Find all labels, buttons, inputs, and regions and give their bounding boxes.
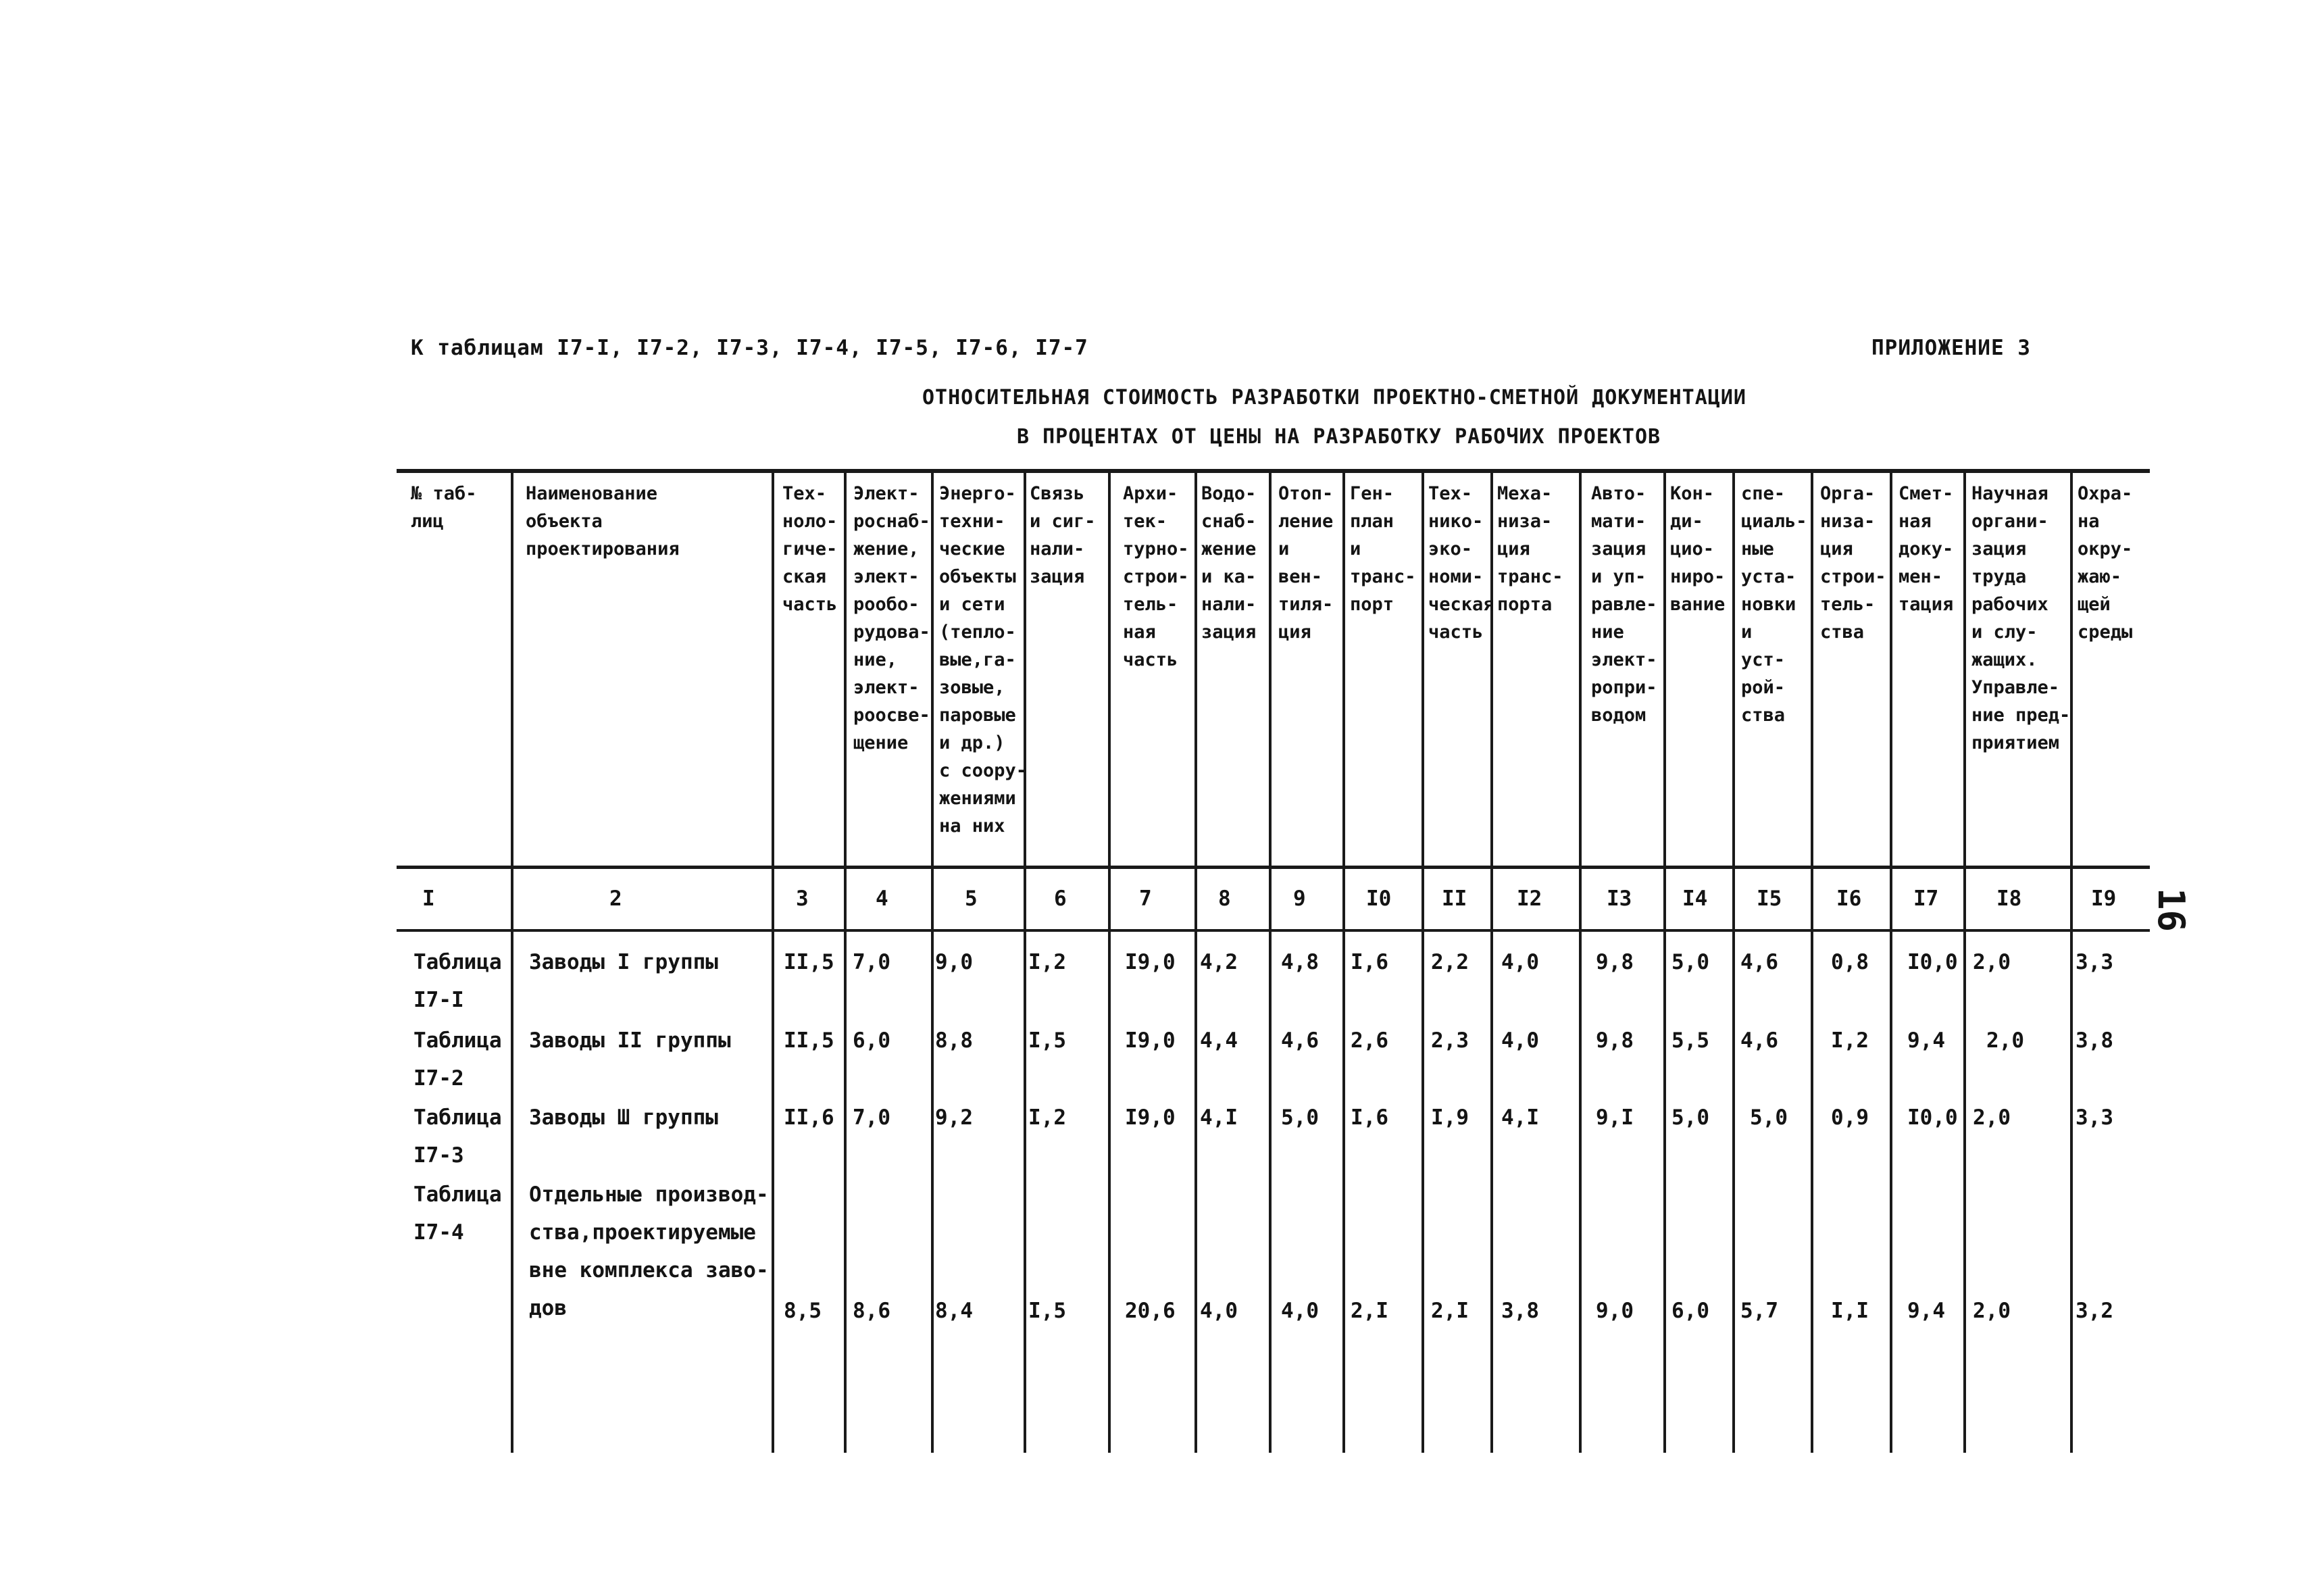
value-cell: II,6 (784, 1105, 834, 1130)
value-cell: 4,I (1501, 1105, 1539, 1130)
value-cell: 3,8 (2076, 1028, 2113, 1053)
object-name-cell: Заводы II группы (529, 1028, 731, 1053)
value-cell: 8,6 (853, 1299, 890, 1323)
column-number: 4 (876, 887, 888, 911)
column-number: 7 (1139, 887, 1152, 911)
value-cell: 7,0 (853, 950, 890, 974)
value-cell: I,2 (1028, 1105, 1066, 1130)
column-number: I0 (1366, 887, 1392, 911)
value-cell: 8,5 (784, 1299, 822, 1323)
value-cell: 5,0 (1671, 950, 1709, 974)
value-cell: 7,0 (853, 1105, 890, 1130)
table-references: К таблицам I7-I, I7-2, I7-3, I7-4, I7-5, I7-6, I7-7 (411, 336, 1088, 360)
value-cell: 9,4 (1907, 1299, 1945, 1323)
value-cell: 3,8 (1501, 1299, 1539, 1323)
column-header: Меха- низа- ция транс- порта (1497, 483, 1563, 615)
value-cell: 6,0 (1671, 1299, 1709, 1323)
column-header: № таб- лиц (411, 483, 477, 532)
column-header: Элект- роснаб- жение, элект- рообо- рудова- ние, элект- роосве- щение (853, 483, 930, 753)
value-cell: 5,0 (1671, 1105, 1709, 1130)
column-number: 8 (1218, 887, 1231, 911)
value-cell: 5,7 (1740, 1299, 1778, 1323)
column-header: Энерго- техни- ческие объекты и сети (тепло- вые,га- зовые, паровые и др.) с соору- жениями на них (939, 483, 1028, 837)
value-cell: 9,0 (1596, 1299, 1634, 1323)
column-divider (1890, 473, 1892, 1453)
column-number: 2 (609, 887, 622, 911)
column-header: Кон- ди- цио- ниро- вание (1670, 483, 1726, 615)
column-divider (1422, 473, 1424, 1453)
document-title-line-1: ОТНОСИТЕЛЬНАЯ СТОИМОСТЬ РАЗРАБОТКИ ПРОЕКТНО-СМЕТНОЙ ДОКУМЕНТАЦИИ (922, 386, 1746, 409)
column-number: I8 (1996, 887, 2022, 911)
value-cell: 2,0 (1973, 1105, 2011, 1130)
column-number: I (422, 887, 435, 911)
value-cell: 4,6 (1281, 1028, 1319, 1053)
column-header: Смет- ная доку- мен- тация (1898, 483, 1954, 615)
column-header: Отоп- ление и вен- тиля- ция (1278, 483, 1334, 643)
document-title-line-2: В ПРОЦЕНТАХ ОТ ЦЕНЫ НА РАЗРАБОТКУ РАБОЧИХ ПРОЕКТОВ (1017, 425, 1661, 449)
table-number-cell: Таблица I7-2 (413, 1028, 502, 1091)
value-cell: I9,0 (1125, 1028, 1176, 1053)
column-number: I9 (2091, 887, 2117, 911)
value-cell: 0,8 (1831, 950, 1869, 974)
column-number: 5 (965, 887, 978, 911)
table-number-cell: Таблица I7-I (413, 950, 502, 1012)
value-cell: 4,I (1200, 1105, 1238, 1130)
value-cell: I,6 (1351, 1105, 1388, 1130)
value-cell: 8,4 (935, 1299, 973, 1323)
column-header: Охра- на окру- жаю- щей среды (2078, 483, 2133, 643)
header-bottom-rule (397, 866, 2150, 869)
column-number: 6 (1054, 887, 1067, 911)
table-number-cell: Таблица I7-4 (413, 1182, 502, 1245)
value-cell: 4,0 (1501, 1028, 1539, 1053)
column-divider (772, 473, 774, 1453)
object-name-cell: Заводы I группы (529, 950, 718, 974)
value-cell: 4,4 (1200, 1028, 1238, 1053)
value-cell: 4,0 (1501, 950, 1539, 974)
column-header: Ген- план и транс- порт (1350, 483, 1416, 615)
column-divider (1963, 473, 1966, 1453)
value-cell: 5,0 (1281, 1105, 1319, 1130)
column-divider (1342, 473, 1345, 1453)
value-cell: II,5 (784, 950, 834, 974)
value-cell: 2,6 (1351, 1028, 1388, 1053)
value-cell: 2,I (1431, 1299, 1469, 1323)
column-header: Авто- мати- зация и уп- равле- ние элект- ропри- водом (1591, 483, 1657, 726)
value-cell: 9,4 (1907, 1028, 1945, 1053)
object-name-cell: Заводы Ш группы (529, 1105, 718, 1130)
value-cell: 9,8 (1596, 1028, 1634, 1053)
value-cell: 5,0 (1750, 1105, 1788, 1130)
table-top-rule (397, 469, 2150, 473)
value-cell: I,5 (1028, 1028, 1066, 1053)
column-header: Тех- ноло- гиче- ская часть (782, 483, 838, 615)
value-cell: I9,0 (1125, 1105, 1176, 1130)
column-divider (511, 473, 513, 1453)
column-number: 3 (796, 887, 809, 911)
page-number: 16 (2150, 887, 2193, 932)
value-cell: I9,0 (1125, 950, 1176, 974)
value-cell: 9,8 (1596, 950, 1634, 974)
value-cell: 4,6 (1740, 1028, 1778, 1053)
column-divider (1663, 473, 1666, 1453)
column-header: Архи- тек- турно- строи- тель- ная часть (1123, 483, 1189, 670)
value-cell: 2,I (1351, 1299, 1388, 1323)
value-cell: 9,0 (935, 950, 973, 974)
column-number-rule (397, 929, 2150, 932)
value-cell: 4,2 (1200, 950, 1238, 974)
value-cell: I,9 (1431, 1105, 1469, 1130)
column-divider (1108, 473, 1111, 1453)
value-cell: 2,3 (1431, 1028, 1469, 1053)
column-header: Научная органи- зация труда рабочих и слу- жащих. Управле- ние пред- приятием (1971, 483, 2071, 753)
value-cell: 9,2 (935, 1105, 973, 1130)
value-cell: 5,5 (1671, 1028, 1709, 1053)
column-divider (931, 473, 934, 1453)
value-cell: 6,0 (853, 1028, 890, 1053)
value-cell: 2,0 (1973, 950, 2011, 974)
value-cell: I0,0 (1907, 950, 1958, 974)
value-cell: I,2 (1831, 1028, 1869, 1053)
value-cell: I,5 (1028, 1299, 1066, 1323)
value-cell: 4,6 (1740, 950, 1778, 974)
value-cell: I,6 (1351, 950, 1388, 974)
column-header: Тех- нико- эко- номи- ческая часть (1428, 483, 1494, 643)
table-number-cell: Таблица I7-3 (413, 1105, 502, 1168)
column-divider (1811, 473, 1813, 1453)
column-divider (1732, 473, 1735, 1453)
column-header: Наименование объекта проектирования (526, 483, 680, 559)
value-cell: 20,6 (1125, 1299, 1176, 1323)
column-number: I2 (1517, 887, 1542, 911)
column-header: Связь и сиг- нали- зация (1030, 483, 1096, 587)
value-cell: I0,0 (1907, 1105, 1958, 1130)
appendix-label: ПРИЛОЖЕНИЕ 3 (1871, 336, 2031, 360)
value-cell: 0,9 (1831, 1105, 1869, 1130)
value-cell: 8,8 (935, 1028, 973, 1053)
column-header: Водо- снаб- жение и ка- нали- зация (1201, 483, 1257, 643)
column-divider (1269, 473, 1272, 1453)
column-header: спе- циаль- ные уста- новки и уст- рой- ства (1741, 483, 1807, 726)
value-cell: 2,2 (1431, 950, 1469, 974)
value-cell: II,5 (784, 1028, 834, 1053)
column-number: I3 (1607, 887, 1632, 911)
value-cell: 4,0 (1200, 1299, 1238, 1323)
value-cell: 4,0 (1281, 1299, 1319, 1323)
column-divider (1579, 473, 1582, 1453)
value-cell: 3,3 (2076, 950, 2113, 974)
value-cell: 2,0 (1973, 1299, 2011, 1323)
column-number: II (1442, 887, 1467, 911)
value-cell: I,2 (1028, 950, 1066, 974)
value-cell: 3,2 (2076, 1299, 2113, 1323)
value-cell: 9,I (1596, 1105, 1634, 1130)
column-divider (1194, 473, 1197, 1453)
column-number: 9 (1293, 887, 1306, 911)
value-cell: 3,3 (2076, 1105, 2113, 1130)
column-number: I4 (1682, 887, 1708, 911)
object-name-cell: Отдельные производ- ства,проектируемые вне комплекса заво- дов (529, 1182, 769, 1320)
value-cell: 2,0 (1986, 1028, 2024, 1053)
column-number: I6 (1836, 887, 1862, 911)
column-divider (844, 473, 847, 1453)
column-header: Орга- низа- ция строи- тель- ства (1820, 483, 1886, 643)
column-number: I5 (1757, 887, 1782, 911)
column-divider (2070, 473, 2073, 1453)
value-cell: I,I (1831, 1299, 1869, 1323)
value-cell: 4,8 (1281, 950, 1319, 974)
column-number: I7 (1913, 887, 1939, 911)
